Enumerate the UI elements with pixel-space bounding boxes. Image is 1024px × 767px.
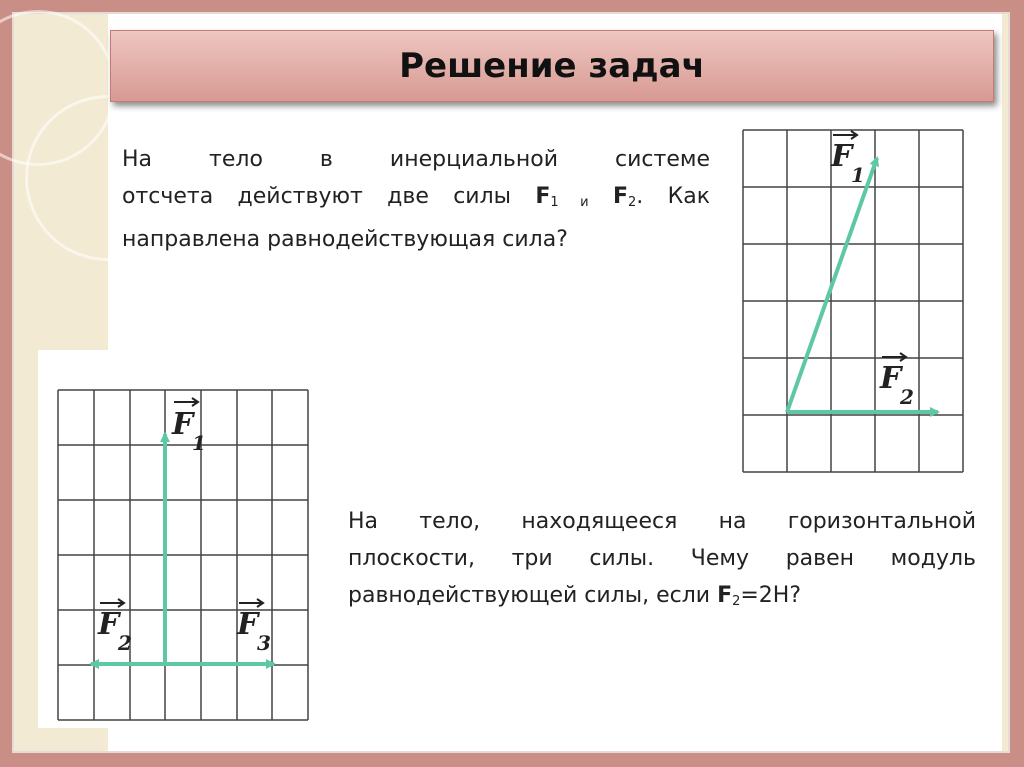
svg-text:2: 2 [900, 385, 914, 409]
force-f2-label [97, 599, 132, 655]
problem-2-text [348, 503, 976, 620]
force-f2-subscript: 2 [627, 195, 637, 210]
force-f2-label [879, 353, 914, 409]
force-f1-subscript: 1 и [550, 195, 589, 210]
problem-1-line-1: На тело в инерциальной системе [122, 147, 710, 172]
svg-text:F: F [237, 607, 259, 642]
diagram-2 [38, 350, 323, 728]
svg-text:F: F [831, 139, 853, 174]
problem-1-line-2: отсчета действуют две силы $F_{1 и}$ $F_2$. Как [122, 184, 710, 210]
svg-text:F: F [172, 407, 194, 442]
problem-1-line-3: направлена равнодействующая сила? [122, 227, 568, 252]
svg-text:1: 1 [851, 163, 865, 187]
force-f3-label [236, 599, 271, 655]
diagram-1-svg [730, 118, 975, 483]
problem-2-line-2: плоскости, три силы. Чему равен модуль [348, 546, 976, 571]
diagram-1 [730, 118, 975, 483]
force-f2-symbol: F [717, 583, 733, 608]
force-f1-arrow [787, 158, 877, 412]
svg-text:1: 1 [192, 431, 206, 455]
svg-text:F: F [880, 361, 902, 396]
problem-2-line-3: равнодействующей силы, если $F_2=2Н$? [348, 583, 802, 609]
problem-2-line-1: На тело, находящееся на горизонтальной [348, 509, 976, 534]
force-f2-subscript: 2 [732, 594, 741, 609]
force-f1-label [830, 131, 865, 187]
diagram-2-svg [38, 350, 323, 728]
svg-text:3: 3 [257, 631, 271, 655]
force-f2-symbol: F [612, 184, 628, 209]
svg-text:2: 2 [118, 631, 132, 655]
force-f1-symbol: F [535, 184, 551, 209]
slide-title: Решение задач [399, 46, 705, 86]
problem-1-text [122, 141, 710, 258]
title-bar [110, 30, 994, 102]
svg-text:F: F [98, 607, 120, 642]
